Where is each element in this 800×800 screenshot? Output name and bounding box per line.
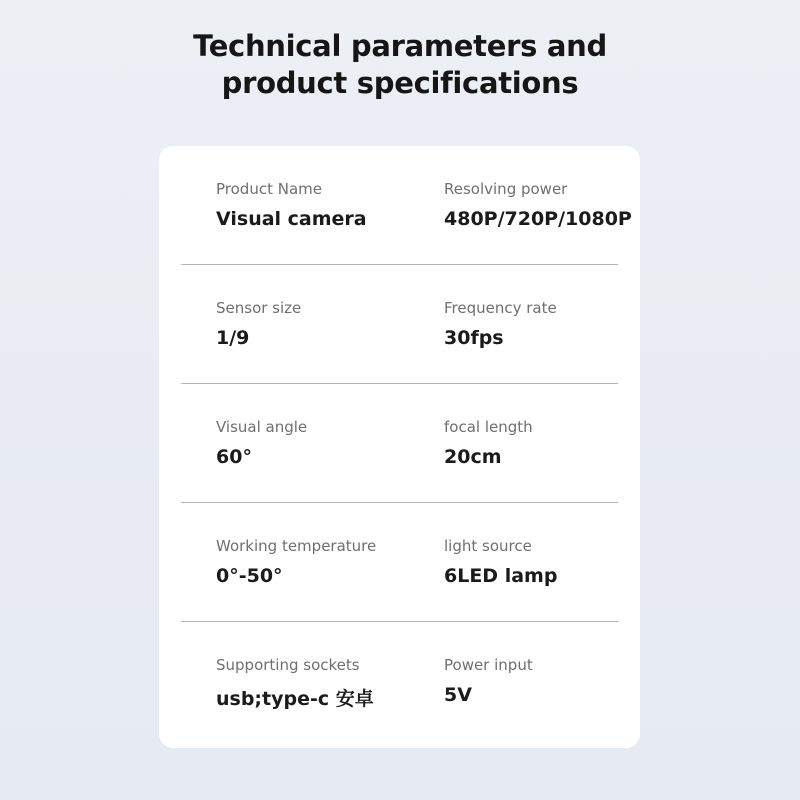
spec-value: 6LED lamp — [444, 565, 558, 587]
spec-value: 0°-50° — [216, 565, 283, 587]
spec-label: Working temperature — [216, 537, 377, 555]
spec-label: Resolving power — [444, 180, 568, 198]
spec-label: Power input — [444, 656, 533, 674]
spec-value: 20cm — [444, 446, 502, 468]
spec-label: Supporting sockets — [216, 656, 360, 674]
spec-value: usb;type-c 安卓 — [216, 688, 374, 710]
page-title-line-1: Technical parameters and — [193, 29, 607, 63]
spec-value: 5V — [444, 684, 472, 706]
spec-row — [159, 146, 640, 265]
spec-row — [159, 384, 640, 503]
spec-label: focal length — [444, 418, 533, 436]
spec-row — [159, 503, 640, 622]
spec-label: Visual angle — [216, 418, 308, 436]
spec-row — [159, 622, 640, 741]
spec-label: Sensor size — [216, 299, 302, 317]
spec-card — [159, 146, 640, 748]
spec-label: Product Name — [216, 180, 322, 198]
spec-value: 30fps — [444, 327, 504, 349]
spec-label: light source — [444, 537, 532, 555]
spec-value: 1/9 — [216, 327, 250, 349]
spec-value: 60° — [216, 446, 252, 468]
spec-value: 480P/720P/1080P — [444, 208, 632, 230]
spec-value: Visual camera — [216, 208, 367, 230]
spec-label: Frequency rate — [444, 299, 557, 317]
page-title-line-2: product specifications — [221, 66, 579, 100]
page-title — [0, 28, 800, 102]
spec-row — [159, 265, 640, 384]
